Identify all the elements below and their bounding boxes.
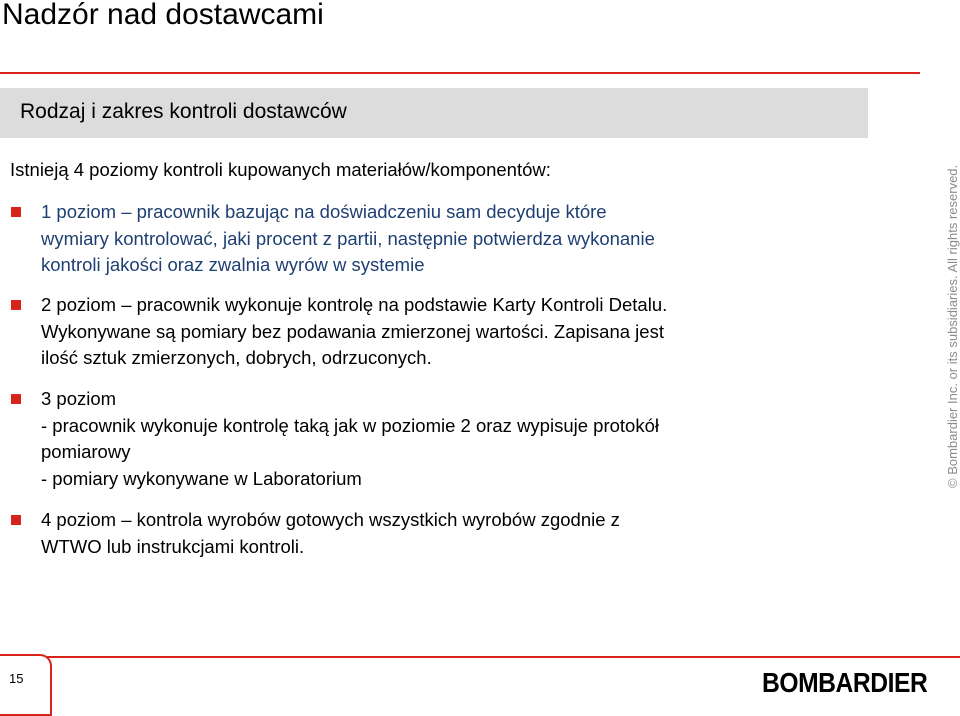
bullet-line: 2 poziom – pracownik wykonuje kontrolę na podstawie Karty Kontroli Detalu. [41,294,668,315]
footer-divider [0,656,960,658]
bullet-marker [11,207,21,217]
bullet-line: Wykonywane są pomiary bez podawania zmierzonej wartości. Zapisana jest [41,320,664,342]
bullet-level-2 [41,292,901,372]
bullet-marker [11,300,21,310]
bullet-line: 4 poziom – kontrola wyrobów gotowych wszystkich wyrobów zgodnie z [41,509,620,530]
bullet-marker [11,515,21,525]
bullet-level-3 [41,386,901,492]
page-number: 15 [9,671,24,686]
bullet-line: kontroli jakości oraz zwalnia wyrów w systemie [41,254,425,275]
bullet-marker [11,394,21,404]
bombardier-logo: BOMBARDIER [762,667,928,698]
bullet-level-1 [41,199,901,279]
bullet-line: - pracownik wykonuje kontrolę taką jak w poziomie 2 oraz wypisuje protokół [41,414,659,436]
bullet-line: 3 poziom [41,388,117,409]
page-title: Nadzór nad dostawcami [2,0,324,31]
bullet-line: 1 poziom – pracownik bazując na doświadczeniu sam decyduje które [41,201,607,222]
title-divider [0,72,920,74]
page-number-tab [0,654,52,716]
bullet-line: - pomiary wykonywane w Laboratorium [41,467,362,489]
copyright-notice: © Bombardier Inc. or its subsidiaries. All rights reserved. [945,164,960,488]
bullet-line: ilość sztuk zmierzonych, dobrych, odrzuconych. [41,347,432,368]
intro-text: Istnieją 4 poziomy kontroli kupowanych materiałów/komponentów: [10,159,551,180]
bullet-line: pomiarowy [41,441,131,462]
bullet-level-4 [41,507,901,560]
bullet-line: wymiary kontrolować, jaki procent z partii, następnie potwierdza wykonanie [41,227,655,249]
section-subtitle: Rodzaj i zakres kontroli dostawców [20,100,347,123]
bullet-line: WTWO lub instrukcjami kontroli. [41,535,305,557]
